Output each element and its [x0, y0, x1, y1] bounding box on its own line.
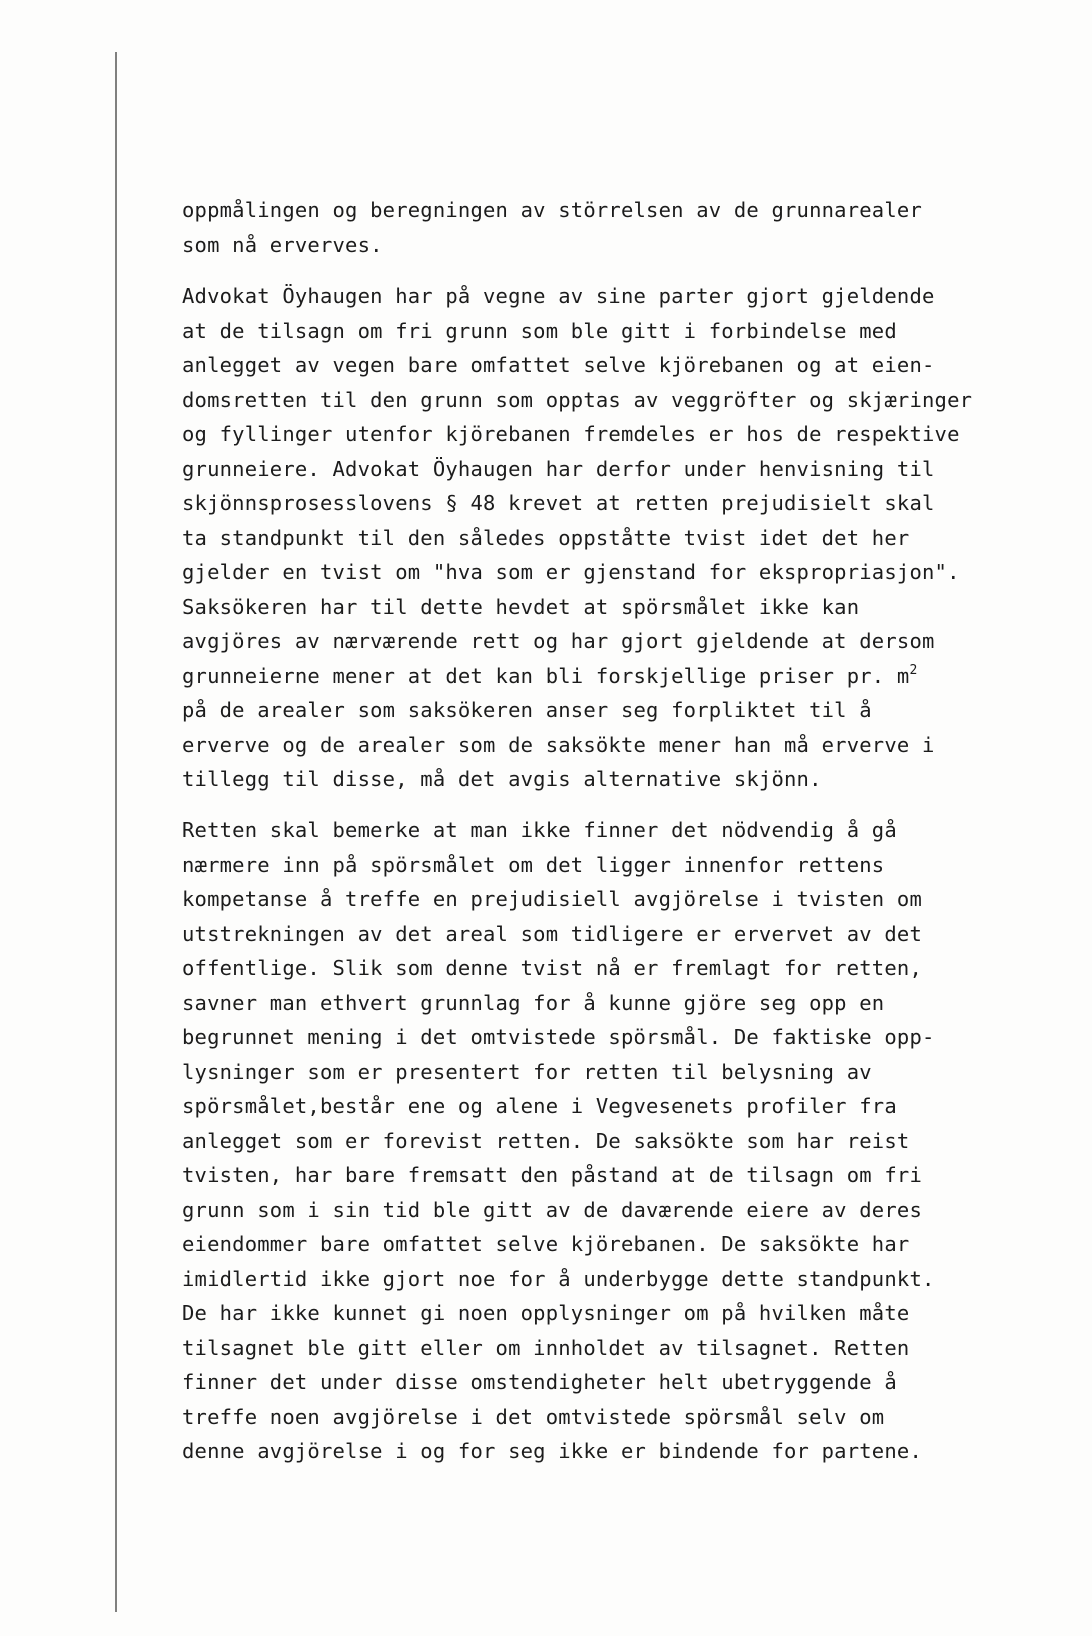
text-line: treffe noen avgjörelse i det omtvistede spörsmål selv om	[182, 1404, 885, 1429]
text-line: Advokat Öyhaugen har på vegne av sine parter gjort gjeldende	[182, 284, 935, 308]
text-line: skjönnsprosesslovens § 48 krevet at retten prejudisielt skal	[182, 491, 935, 515]
text-line: ta standpunkt til den således oppståtte tvist idet det her	[182, 525, 910, 550]
left-margin-rule	[115, 52, 117, 1612]
text-line: anlegget av vegen bare omfattet selve kjörebanen og at eien-	[182, 353, 935, 377]
superscript-2: 2	[909, 662, 918, 678]
text-line: tvisten, har bare fremsatt den påstand at de tilsagn om fri	[182, 1163, 922, 1187]
paragraph-3	[182, 813, 1044, 1469]
text-line: finner det under disse omstendigheter helt ubetryggende å	[182, 1370, 897, 1394]
text-line: eiendommer bare omfattet selve kjörebanen. De saksökte har	[182, 1232, 910, 1256]
text-line: Saksökeren har til dette hevdet at spörsmålet ikke kan	[182, 594, 860, 619]
text-line: og fyllinger utenfor kjörebanen fremdeles er hos de respektive	[182, 422, 960, 446]
text-line: grunneierne mener at det kan bli forskjellige priser pr. m	[182, 663, 910, 688]
text-line: på de arealer som saksökeren anser seg forpliktet til å	[182, 698, 872, 722]
text-line: erverve og de arealer som de saksökte mener han må erverve i	[182, 732, 935, 757]
text-line: grunneiere. Advokat Öyhaugen har derfor under henvisning til	[182, 456, 935, 481]
text-line: nærmere inn på spörsmålet om det ligger innenfor rettens	[182, 852, 885, 877]
paragraph-1	[182, 193, 1044, 262]
text-line: lysninger som er presentert for retten til belysning av	[182, 1059, 872, 1084]
text-line: imidlertid ikke gjort noe for å underbygge dette standpunkt.	[182, 1266, 935, 1291]
text-line: domsretten til den grunn som opptas av veggröfter og skjæringer	[182, 387, 973, 412]
text-line: avgjöres av nærværende rett og har gjort gjeldende at dersom	[182, 629, 935, 653]
text-line: anlegget som er forevist retten. De saksökte som har reist	[182, 1128, 910, 1153]
text-line: begrunnet mening i det omtvistede spörsmål. De faktiske opp-	[182, 1025, 935, 1049]
text-line: tilsagnet ble gitt eller om innholdet av tilsagnet. Retten	[182, 1335, 910, 1360]
text-line: gjelder en tvist om "hva som er gjenstand for ekspropriasjon".	[182, 560, 960, 584]
text-line: offentlige. Slik som denne tvist nå er fremlagt for retten,	[182, 956, 922, 980]
text-line: grunn som i sin tid ble gitt av de daværende eiere av deres	[182, 1197, 922, 1222]
text-line: tillegg til disse, må det avgis alternative skjönn.	[182, 767, 822, 791]
text-line: utstrekningen av det areal som tidligere er ervervet av det	[182, 921, 922, 946]
text-line: Retten skal bemerke at man ikke finner det nödvendig å gå	[182, 818, 897, 842]
text-line: denne avgjörelse i og for seg ikke er bindende for partene.	[182, 1439, 922, 1463]
text-line: som nå erverves.	[182, 232, 383, 257]
text-line: savner man ethvert grunnlag for å kunne gjöre seg opp en	[182, 990, 885, 1015]
text-line: spörsmålet,består ene og alene i Vegvesenets profiler fra	[182, 1094, 897, 1118]
text-line-with-superscript	[182, 659, 1044, 694]
text-line: kompetanse å treffe en prejudisiell avgjörelse i tvisten om	[182, 887, 922, 911]
text-line: at de tilsagn om fri grunn som ble gitt i forbindelse med	[182, 318, 897, 343]
text-line: De har ikke kunnet gi noen opplysninger om på hvilken måte	[182, 1301, 910, 1325]
text-line: oppmålingen og beregningen av störrelsen av de grunnarealer	[182, 198, 922, 222]
paragraph-2	[182, 279, 1044, 797]
